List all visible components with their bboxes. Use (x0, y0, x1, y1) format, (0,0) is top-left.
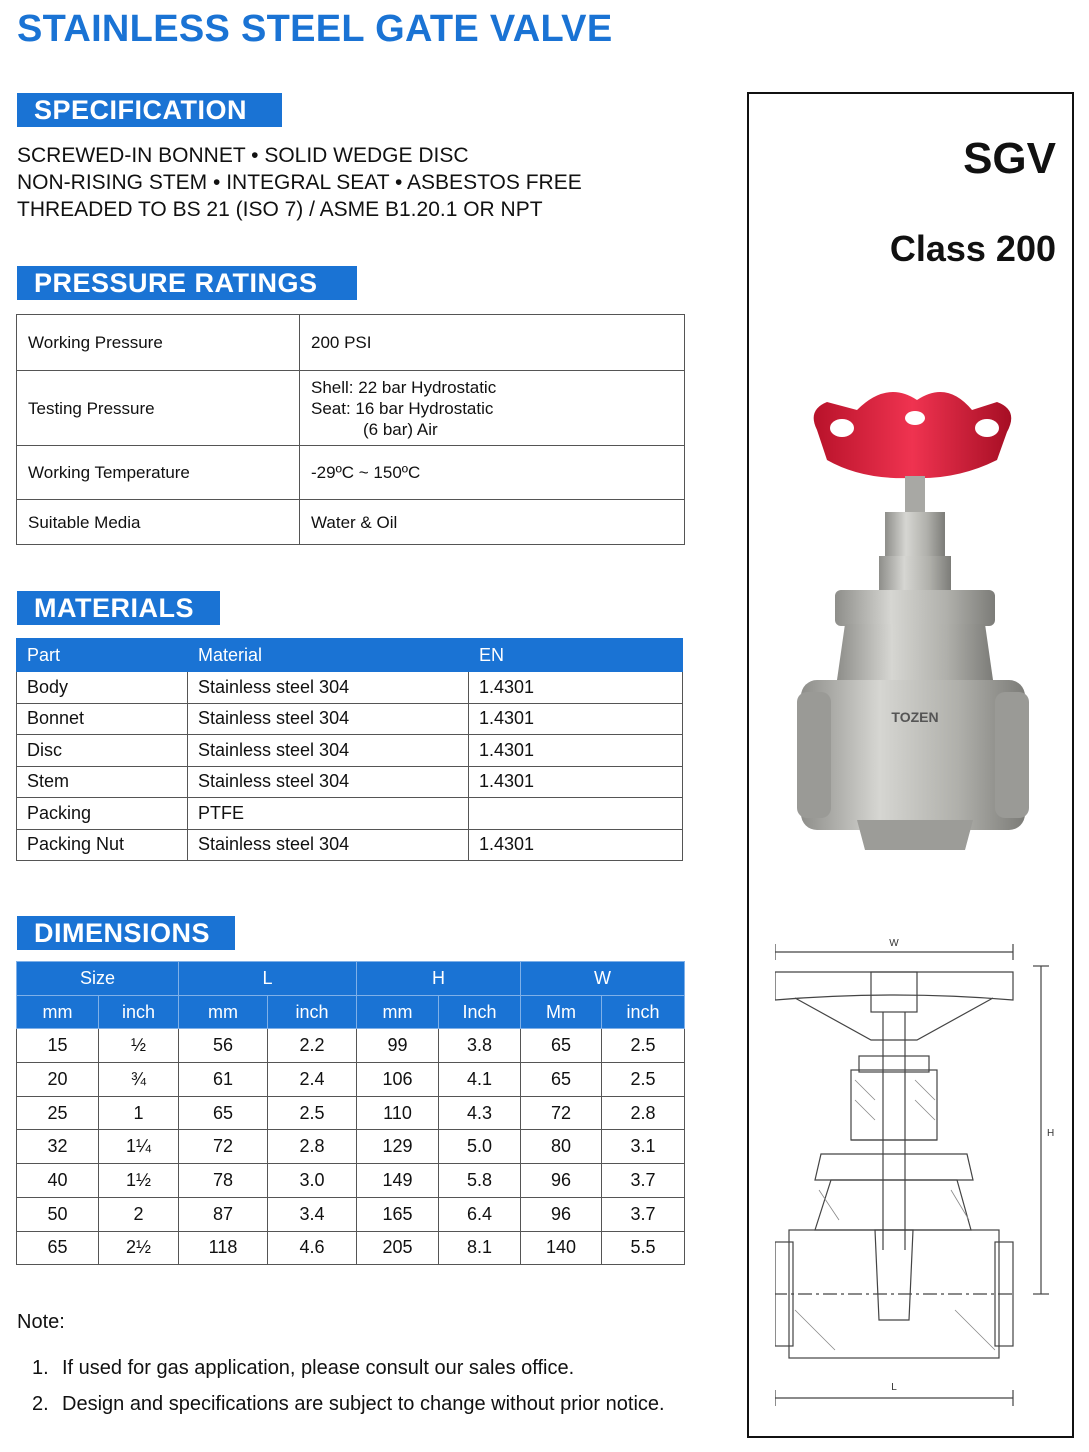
unit-cell: mm (179, 995, 268, 1029)
unit-cell: inch (602, 995, 685, 1029)
pressure-class: Class 200 (889, 228, 1056, 269)
note-item (32, 1350, 665, 1386)
dimension-cell: 1¼ (99, 1130, 179, 1164)
table-row (17, 1130, 685, 1164)
group-l: L (179, 962, 357, 996)
dimension-cell: 2.8 (602, 1096, 685, 1130)
pressure-label: Working Pressure (17, 315, 300, 371)
material-cell: Stainless steel 304 (188, 703, 469, 735)
dimension-cell: 2 (99, 1197, 179, 1231)
part-cell: Packing (17, 798, 188, 830)
material-cell: Stainless steel 304 (188, 829, 469, 861)
spec-line: SCREWED-IN BONNET • SOLID WEDGE DISC (17, 144, 469, 167)
dimension-cell: 4.6 (268, 1231, 357, 1265)
dimension-cell: 8.1 (439, 1231, 521, 1265)
unit-cell: Mm (521, 995, 602, 1029)
spec-line: THREADED TO BS 21 (ISO 7) / ASME B1.20.1 OR NPT (17, 198, 543, 221)
table-row (17, 371, 685, 446)
en-cell: 1.4301 (469, 735, 683, 767)
dim-h-label: H (1047, 1128, 1055, 1139)
pressure-value-line: Shell: 22 bar Hydrostatic (311, 377, 497, 397)
group-h: H (357, 962, 521, 996)
en-cell: 1.4301 (469, 766, 683, 798)
materials-table (16, 638, 683, 861)
material-cell: Stainless steel 304 (188, 735, 469, 767)
unit-cell: Inch (439, 995, 521, 1029)
dimension-cell: 2.2 (268, 1029, 357, 1063)
dimension-cell: 106 (357, 1063, 439, 1097)
table-row (17, 1029, 685, 1063)
part-cell: Bonnet (17, 703, 188, 735)
pressure-value: 200 PSI (300, 315, 685, 371)
dimension-cell: 87 (179, 1197, 268, 1231)
dimension-cell: 149 (357, 1164, 439, 1198)
material-cell: PTFE (188, 798, 469, 830)
table-row (17, 1231, 685, 1265)
dimension-cell: 4.3 (439, 1096, 521, 1130)
dimension-cell: 2.4 (268, 1063, 357, 1097)
dimension-cell: 1½ (99, 1164, 179, 1198)
dimension-cell: 5.8 (439, 1164, 521, 1198)
dimension-cell: 2.5 (602, 1063, 685, 1097)
dimension-cell: 65 (17, 1231, 99, 1265)
dimension-cell: 15 (17, 1029, 99, 1063)
dim-w-label: W (889, 938, 899, 949)
dimension-cell: 80 (521, 1130, 602, 1164)
table-header-row (17, 995, 685, 1029)
pressure-value (300, 371, 685, 446)
pressure-label: Testing Pressure (17, 371, 300, 446)
dimension-cell: 3.1 (602, 1130, 685, 1164)
model-code: SGV (963, 134, 1056, 183)
valve-photo (797, 380, 1029, 850)
dimension-cell: 3.7 (602, 1197, 685, 1231)
dimension-cell: 2.8 (268, 1130, 357, 1164)
specification-lines (17, 142, 582, 223)
dimension-cell: 165 (357, 1197, 439, 1231)
group-w: W (521, 962, 685, 996)
pressure-ratings-table (16, 314, 685, 545)
table-header-row (17, 639, 683, 672)
dimension-cell: 129 (357, 1130, 439, 1164)
table-row (17, 735, 683, 767)
en-cell (469, 798, 683, 830)
dimension-cell: 20 (17, 1063, 99, 1097)
dimension-cell: 78 (179, 1164, 268, 1198)
dimension-cell: 3.0 (268, 1164, 357, 1198)
part-cell: Stem (17, 766, 188, 798)
dimension-cell: 56 (179, 1029, 268, 1063)
pressure-ratings-heading: PRESSURE RATINGS (17, 266, 357, 300)
dimension-cell: 2.5 (602, 1029, 685, 1063)
pressure-value-line: (6 bar) Air (363, 419, 438, 439)
pressure-label: Working Temperature (17, 446, 300, 500)
dimension-cell: 65 (521, 1029, 602, 1063)
technical-drawing (775, 930, 1065, 1420)
dimensions-table (16, 961, 685, 1265)
dimension-cell: 3.7 (602, 1164, 685, 1198)
header-en: EN (469, 639, 683, 672)
table-row (17, 500, 685, 545)
brand-mark: TOZEN (891, 709, 939, 725)
note-number: 2. (32, 1393, 49, 1415)
header-material: Material (188, 639, 469, 672)
pressure-value-line: Seat: 16 bar Hydrostatic (311, 398, 494, 418)
table-row (17, 766, 683, 798)
dim-l-label: L (891, 1382, 897, 1393)
valve-body (837, 624, 993, 680)
unit-cell: mm (17, 995, 99, 1029)
en-cell: 1.4301 (469, 703, 683, 735)
dimension-cell: 25 (17, 1096, 99, 1130)
specification-heading: SPECIFICATION (17, 93, 282, 127)
dimensions-body (17, 1029, 685, 1265)
dimension-cell: 32 (17, 1130, 99, 1164)
dimension-cell: 118 (179, 1231, 268, 1265)
dimension-cell: 96 (521, 1164, 602, 1198)
dimension-cell: 40 (17, 1164, 99, 1198)
en-cell: 1.4301 (469, 829, 683, 861)
table-header-row (17, 962, 685, 996)
table-row (17, 1164, 685, 1198)
dimension-cell: 99 (357, 1029, 439, 1063)
table-row (17, 798, 683, 830)
part-cell: Body (17, 672, 188, 704)
dimension-cell: 6.4 (439, 1197, 521, 1231)
table-row (17, 1096, 685, 1130)
note-list (32, 1350, 665, 1422)
table-row (17, 703, 683, 735)
table-row (17, 315, 685, 371)
dimension-cell: 5.0 (439, 1130, 521, 1164)
page-title: STAINLESS STEEL GATE VALVE (17, 8, 613, 50)
unit-cell: mm (357, 995, 439, 1029)
materials-heading: MATERIALS (17, 591, 220, 625)
en-cell: 1.4301 (469, 672, 683, 704)
dimension-cell: 1 (99, 1096, 179, 1130)
dimension-cell: 2.5 (268, 1096, 357, 1130)
spec-line: NON-RISING STEM • INTEGRAL SEAT • ASBESTOS FREE (17, 171, 582, 194)
group-size: Size (17, 962, 179, 996)
material-cell: Stainless steel 304 (188, 672, 469, 704)
dimension-cell: 3.8 (439, 1029, 521, 1063)
note-text: Design and specifications are subject to change without prior notice. (62, 1393, 665, 1415)
dimension-cell: 65 (521, 1063, 602, 1097)
product-panel (747, 92, 1074, 1438)
table-row (17, 672, 683, 704)
dimension-cell: 3.4 (268, 1197, 357, 1231)
note-text: If used for gas application, please consult our sales office. (62, 1357, 575, 1379)
dimension-cell: ½ (99, 1029, 179, 1063)
note-number: 1. (32, 1357, 49, 1379)
dimension-cell: 4.1 (439, 1063, 521, 1097)
material-cell: Stainless steel 304 (188, 766, 469, 798)
unit-cell: inch (99, 995, 179, 1029)
pressure-value: Water & Oil (300, 500, 685, 545)
dimension-cell: 205 (357, 1231, 439, 1265)
table-row (17, 829, 683, 861)
dimension-cell: 50 (17, 1197, 99, 1231)
header-part: Part (17, 639, 188, 672)
dimension-cell: 72 (179, 1130, 268, 1164)
table-row (17, 446, 685, 500)
note-item (32, 1386, 665, 1422)
part-cell: Disc (17, 735, 188, 767)
dimension-cell: 96 (521, 1197, 602, 1231)
dimension-cell: 110 (357, 1096, 439, 1130)
table-row (17, 1197, 685, 1231)
pressure-label: Suitable Media (17, 500, 300, 545)
unit-cell: inch (268, 995, 357, 1029)
part-cell: Packing Nut (17, 829, 188, 861)
note-label: Note: (17, 1311, 65, 1333)
dimensions-heading: DIMENSIONS (17, 916, 235, 950)
dimension-cell: 61 (179, 1063, 268, 1097)
pressure-value: -29ºC ~ 150ºC (300, 446, 685, 500)
dimension-cell: 5.5 (602, 1231, 685, 1265)
dimension-cell: 2½ (99, 1231, 179, 1265)
dimension-cell: 72 (521, 1096, 602, 1130)
table-row (17, 1063, 685, 1097)
dimension-cell: ¾ (99, 1063, 179, 1097)
dimension-cell: 140 (521, 1231, 602, 1265)
dimension-cell: 65 (179, 1096, 268, 1130)
